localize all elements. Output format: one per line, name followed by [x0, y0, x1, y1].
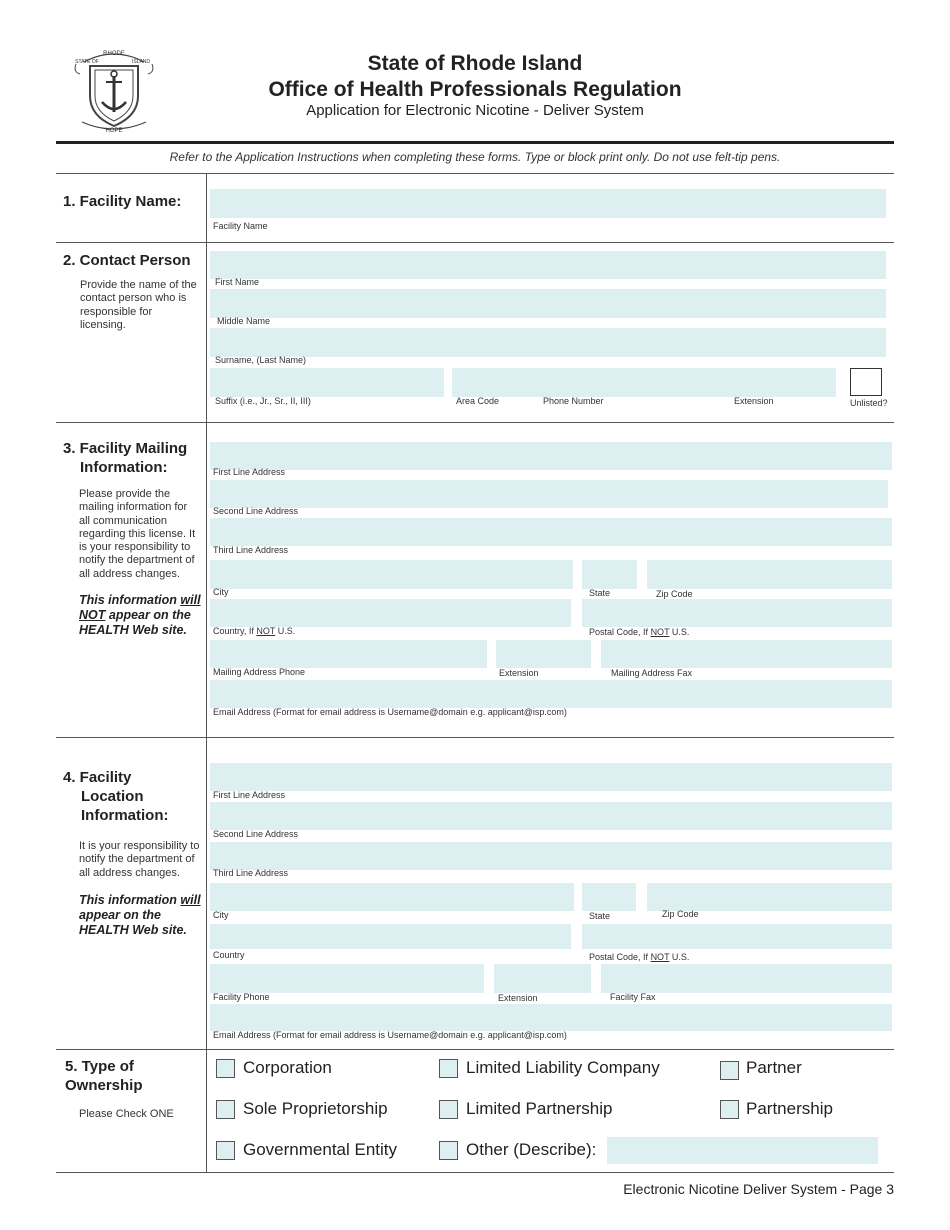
section3-title-line2: Information:: [80, 459, 168, 476]
corporation-label: Corporation: [243, 1058, 332, 1077]
location-extension-label: Extension: [498, 993, 538, 1003]
section3-note: This information will NOT appear on the HEALTH Web site.: [79, 593, 201, 637]
page-title-line2: Office of Health Professionals Regulation: [268, 78, 682, 101]
rule-bottom: [56, 1172, 894, 1173]
location-second-line-input[interactable]: [210, 802, 892, 830]
mailing-second-line-input[interactable]: [210, 480, 888, 508]
middle-name-label: Middle Name: [217, 316, 271, 326]
governmental-entity-label: Governmental Entity: [243, 1140, 398, 1159]
mailing-first-line-input[interactable]: [210, 442, 892, 470]
mailing-zip-label: Zip Code: [656, 589, 693, 599]
partner-checkbox[interactable]: [720, 1061, 739, 1080]
location-first-line-label: First Line Address: [213, 790, 286, 800]
rule-after-section1: [56, 242, 894, 243]
rule-top: [56, 173, 894, 174]
location-postal-code-input[interactable]: [582, 924, 892, 949]
suffix-input[interactable]: [210, 368, 444, 397]
location-zip-label: Zip Code: [662, 909, 699, 919]
header-divider: [56, 141, 894, 144]
suffix-label: Suffix (i.e., Jr., Sr., II, III): [215, 396, 311, 406]
section3-title-line1: 3. Facility Mailing: [63, 440, 188, 457]
seal-bottom-text: HOPE: [105, 128, 123, 134]
section5-title-line1: 5. Type of: [65, 1058, 134, 1075]
facility-name-label: Facility Name: [213, 221, 268, 231]
location-extension-input[interactable]: [494, 964, 591, 993]
mailing-phone-label: Mailing Address Phone: [213, 667, 306, 677]
mailing-email-input[interactable]: [210, 680, 892, 708]
mailing-zip-input[interactable]: [647, 560, 892, 589]
mailing-first-line-label: First Line Address: [213, 467, 286, 477]
section4-title-line1: 4. Facility: [63, 769, 132, 786]
unlisted-checkbox[interactable]: [850, 368, 882, 396]
partnership-checkbox[interactable]: [720, 1100, 739, 1119]
mailing-third-line-label: Third Line Address: [213, 545, 289, 555]
first-name-label: First Name: [215, 277, 260, 287]
mailing-fax-label: Mailing Address Fax: [611, 668, 693, 678]
state-seal: [70, 44, 158, 136]
sole-proprietorship-label: Sole Proprietorship: [243, 1099, 388, 1118]
location-third-line-input[interactable]: [210, 842, 892, 870]
section4-title-line3: Information:: [81, 807, 169, 824]
location-email-input[interactable]: [210, 1004, 892, 1031]
mailing-city-input[interactable]: [210, 560, 573, 589]
rule-after-section2: [56, 422, 894, 423]
section4-title-line2: Location: [81, 788, 144, 805]
seal-left-text: STATE OF: [75, 59, 99, 65]
middle-name-input[interactable]: [210, 289, 886, 318]
section4-note: This information will appear on the HEALTH Web site.: [79, 893, 201, 937]
mailing-country-input[interactable]: [210, 599, 571, 627]
section2-description: Provide the name of the contact person who is responsible for licensing.: [80, 279, 197, 331]
llc-label: Limited Liability Company: [466, 1058, 660, 1077]
section5-description: Please Check ONE: [79, 1108, 174, 1120]
mailing-fax-input[interactable]: [601, 640, 892, 668]
other-label: Other (Describe):: [466, 1140, 597, 1159]
governmental-entity-checkbox[interactable]: [216, 1141, 235, 1160]
corporation-checkbox[interactable]: [216, 1059, 235, 1078]
location-state-label: State: [589, 911, 611, 921]
instructions-text: Refer to the Application Instructions when completing these forms. Type or block print only. Do not use felt-tip pens.: [169, 150, 781, 164]
mailing-extension-input[interactable]: [496, 640, 591, 668]
page-title-line1: State of Rhode Island: [367, 52, 583, 75]
unlisted-label: Unlisted?: [850, 398, 888, 408]
sole-proprietorship-checkbox[interactable]: [216, 1100, 235, 1119]
surname-label: Surname, (Last Name): [215, 355, 307, 365]
mailing-third-line-input[interactable]: [210, 518, 892, 546]
llc-checkbox[interactable]: [439, 1059, 458, 1078]
partner-label: Partner: [746, 1058, 802, 1077]
section4-description: It is your responsibility to notify the department of all address changes.: [79, 840, 200, 879]
location-country-label: Country: [213, 950, 245, 960]
mailing-country-label: Country, If NOT U.S.: [213, 626, 296, 636]
first-name-input[interactable]: [210, 251, 886, 279]
location-first-line-input[interactable]: [210, 763, 892, 791]
page-footer: Electronic Nicotine Deliver System - Page 3: [623, 1181, 894, 1197]
seal-right-text: ISLAND: [131, 59, 151, 65]
seal-icon: [70, 44, 158, 136]
location-postal-code-label: Postal Code, If NOT U.S.: [589, 952, 690, 962]
location-third-line-label: Third Line Address: [213, 868, 289, 878]
location-city-input[interactable]: [210, 883, 574, 911]
mailing-second-line-label: Second Line Address: [213, 506, 299, 516]
location-fax-input[interactable]: [601, 964, 892, 993]
location-city-label: City: [213, 910, 229, 920]
limited-partnership-label: Limited Partnership: [466, 1099, 613, 1118]
section5-title-line2: Ownership: [65, 1077, 143, 1094]
partnership-label: Partnership: [746, 1099, 833, 1118]
location-second-line-label: Second Line Address: [213, 829, 299, 839]
mailing-email-label: Email Address (Format for email address is Username@domain e.g. applicant@isp.com): [213, 707, 567, 717]
column-divider: [206, 173, 207, 1173]
page-subtitle: Application for Electronic Nicotine - Deliver System: [306, 102, 644, 119]
location-state-input[interactable]: [582, 883, 636, 911]
location-email-label: Email Address (Format for email address is Username@domain e.g. applicant@isp.com): [213, 1030, 567, 1040]
mailing-state-label: State: [589, 588, 611, 598]
mailing-city-label: City: [213, 587, 229, 597]
mailing-postal-code-input[interactable]: [582, 599, 892, 627]
seal-top-text: RHODE: [103, 51, 125, 57]
section1-title: 1. Facility Name:: [63, 193, 182, 210]
location-fax-label: Facility Fax: [610, 992, 656, 1002]
phone-number-label: Phone Number: [543, 396, 604, 406]
other-checkbox[interactable]: [439, 1141, 458, 1160]
rule-after-section3: [56, 737, 894, 738]
mailing-state-input[interactable]: [582, 560, 637, 589]
section3-description: Please provide the mailing information for all communication regarding this license. It is your responsibility to notify the department of all address changes.: [79, 488, 196, 580]
area-code-label: Area Code: [456, 396, 500, 406]
location-phone-label: Facility Phone: [213, 992, 270, 1002]
location-phone-input[interactable]: [210, 964, 484, 993]
location-zip-input[interactable]: [647, 883, 892, 911]
mailing-phone-input[interactable]: [210, 640, 487, 668]
contact-phone-input[interactable]: [452, 368, 836, 397]
extension-label: Extension: [734, 396, 774, 406]
limited-partnership-checkbox[interactable]: [439, 1100, 458, 1119]
surname-input[interactable]: [210, 328, 886, 357]
location-country-input[interactable]: [210, 924, 571, 949]
mailing-postal-code-label: Postal Code, If NOT U.S.: [589, 627, 690, 637]
rule-after-section4: [56, 1049, 894, 1050]
mailing-extension-label: Extension: [499, 668, 539, 678]
section2-title: 2. Contact Person: [63, 252, 191, 269]
other-describe-input[interactable]: [607, 1137, 878, 1164]
facility-name-input[interactable]: [210, 189, 886, 218]
